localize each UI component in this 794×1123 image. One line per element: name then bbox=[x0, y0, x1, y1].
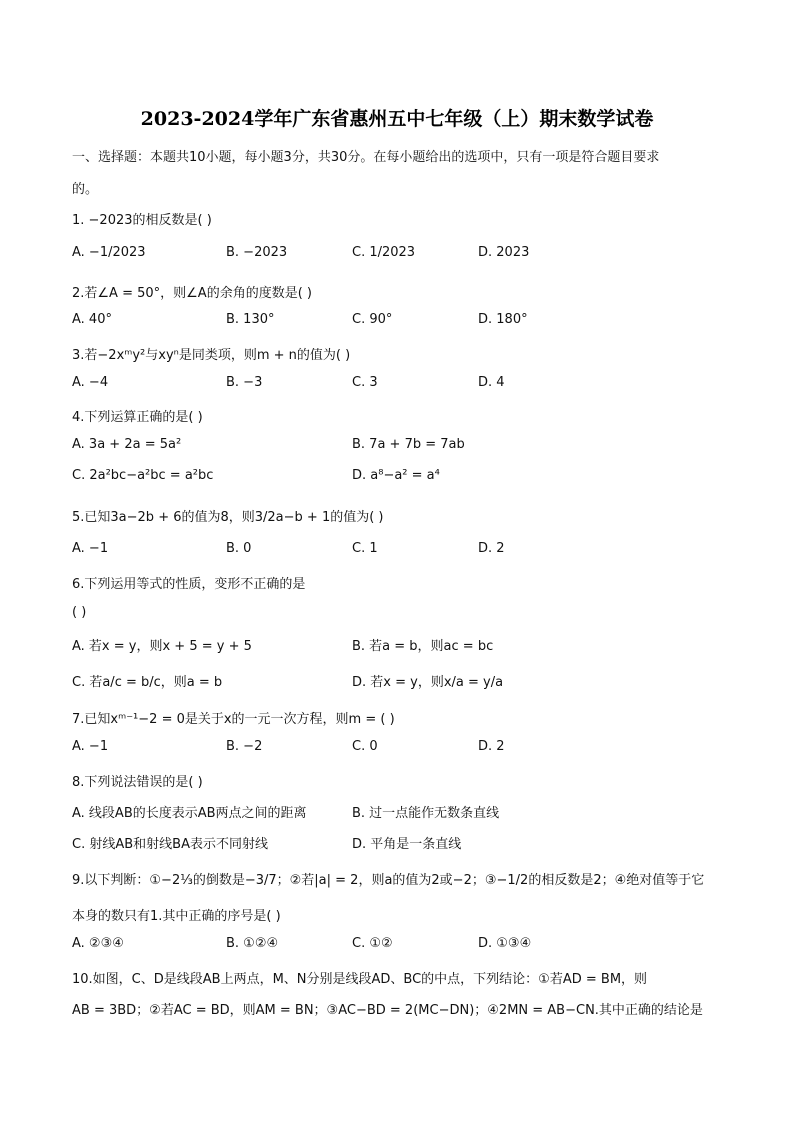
option-b[interactable]: B. 若a = b，则ac = bc bbox=[352, 639, 494, 654]
option-b[interactable]: B. 过一点能作无数条直线 bbox=[352, 806, 500, 821]
option-a[interactable]: A. 若x = y，则x + 5 = y + 5 bbox=[72, 639, 252, 654]
question-options bbox=[72, 802, 732, 822]
option-b[interactable]: B. 7a + 7b = 7ab bbox=[352, 437, 465, 452]
option-a[interactable]: A. 线段AB的长度表示AB两点之间的距离 bbox=[72, 806, 307, 821]
option-a[interactable]: A. −4 bbox=[72, 375, 109, 390]
option-b[interactable]: B. 130° bbox=[226, 312, 275, 327]
option-d[interactable]: D. ①③④ bbox=[478, 936, 532, 951]
question-options bbox=[72, 541, 732, 561]
option-a[interactable]: A. ②③④ bbox=[72, 936, 124, 951]
question-options bbox=[72, 375, 732, 395]
question-options bbox=[72, 833, 732, 853]
option-a[interactable]: A. −1 bbox=[72, 739, 109, 754]
option-c[interactable]: C. ①② bbox=[352, 936, 393, 951]
section-heading-cont: 的。 bbox=[72, 182, 99, 197]
question-stem: 2.若∠A = 50°，则∠A的余角的度数是( ) bbox=[72, 286, 312, 301]
option-d[interactable]: D. 2023 bbox=[478, 245, 530, 260]
question-options bbox=[72, 245, 732, 265]
option-c[interactable]: C. 90° bbox=[352, 312, 393, 327]
option-a[interactable]: A. 40° bbox=[72, 312, 112, 327]
option-c[interactable]: C. 射线AB和射线BA表示不同射线 bbox=[72, 837, 268, 852]
question-stem-cont: 本身的数只有1.其中正确的序号是( ) bbox=[72, 909, 281, 924]
option-b[interactable]: B. 0 bbox=[226, 541, 252, 556]
section-heading: 一、选择题：本题共10小题，每小题3分，共30分。在每小题给出的选项中，只有一项是符合题目要求 bbox=[72, 150, 660, 165]
question-options bbox=[72, 671, 732, 691]
option-d[interactable]: D. 4 bbox=[478, 375, 505, 390]
question-stem: 5.已知3a−2b + 6的值为8，则3/2a−b + 1的值为( ) bbox=[72, 510, 384, 525]
question-stem-cont: AB = 3BD；②若AC = BD，则AM = BN；③AC−BD = 2(MC−DN)；④2MN = AB−CN.其中正确的结论是 bbox=[72, 1003, 703, 1018]
question-options bbox=[72, 635, 732, 655]
option-c[interactable]: C. 3 bbox=[352, 375, 378, 390]
question-stem: 4.下列运算正确的是( ) bbox=[72, 410, 203, 425]
question-options bbox=[72, 312, 732, 332]
option-d[interactable]: D. 若x = y，则x/a = y/a bbox=[352, 675, 504, 690]
question-options bbox=[72, 936, 732, 956]
question-stem-cont: ( ) bbox=[72, 605, 87, 620]
option-d[interactable]: D. a⁸−a² = a⁴ bbox=[352, 468, 440, 483]
question-stem: 1. −2023的相反数是( ) bbox=[72, 213, 212, 228]
option-d[interactable]: D. 2 bbox=[478, 541, 505, 556]
question-stem: 10.如图，C、D是线段AB上两点，M、N分别是线段AD、BC的中点，下列结论：①若AD = BM，则 bbox=[72, 972, 648, 987]
question-options bbox=[72, 739, 732, 759]
option-b[interactable]: B. −2023 bbox=[226, 245, 288, 260]
option-c[interactable]: C. 1/2023 bbox=[352, 245, 416, 260]
question-stem: 7.已知xᵐ⁻¹−2 = 0是关于x的一元一次方程，则m = ( ) bbox=[72, 712, 395, 727]
option-a[interactable]: A. 3a + 2a = 5a² bbox=[72, 437, 182, 452]
option-d[interactable]: D. 2 bbox=[478, 739, 505, 754]
option-c[interactable]: C. 若a/c = b/c，则a = b bbox=[72, 675, 223, 690]
option-c[interactable]: C. 2a²bc−a²bc = a²bc bbox=[72, 468, 214, 483]
option-d[interactable]: D. 180° bbox=[478, 312, 528, 327]
option-b[interactable]: B. −3 bbox=[226, 375, 263, 390]
option-b[interactable]: B. −2 bbox=[226, 739, 263, 754]
option-a[interactable]: A. −1 bbox=[72, 541, 109, 556]
option-d[interactable]: D. 平角是一条直线 bbox=[352, 837, 462, 852]
option-c[interactable]: C. 1 bbox=[352, 541, 378, 556]
option-c[interactable]: C. 0 bbox=[352, 739, 378, 754]
question-stem: 6.下列运用等式的性质，变形不正确的是 bbox=[72, 577, 306, 592]
option-a[interactable]: A. −1/2023 bbox=[72, 245, 146, 260]
question-stem: 8.下列说法错误的是( ) bbox=[72, 775, 203, 790]
question-stem: 3.若−2xᵐy²与xyⁿ是同类项，则m + n的值为( ) bbox=[72, 348, 351, 363]
question-options bbox=[72, 437, 732, 457]
question-options bbox=[72, 468, 732, 488]
page-title: 2023-2024学年广东省惠州五中七年级（上）期末数学试卷 bbox=[140, 108, 654, 130]
question-stem: 9.以下判断：①−2⅓的倒数是−3/7；②若|a| = 2，则a的值为2或−2；③−1/2的相反数是2；④绝对值等于它 bbox=[72, 873, 705, 888]
option-b[interactable]: B. ①②④ bbox=[226, 936, 279, 951]
